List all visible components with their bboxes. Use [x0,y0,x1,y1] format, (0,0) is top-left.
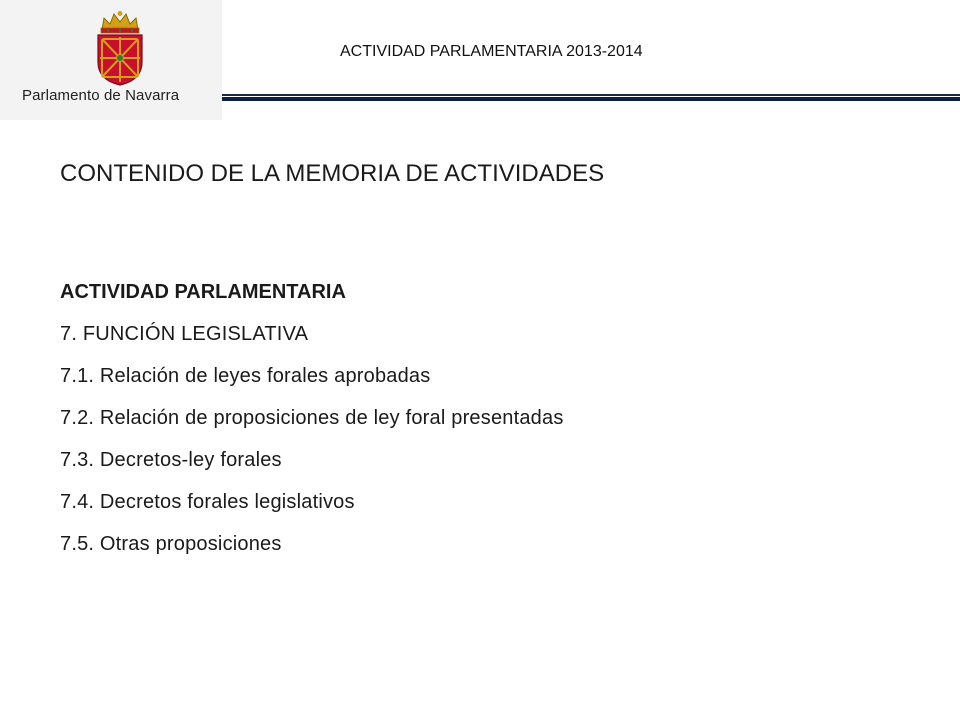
logo-text: Parlamento de Navarra [22,87,180,104]
header-divider-thick [222,97,960,101]
list-item: 7.3. Decretos-ley forales [60,449,282,471]
list-item: 7.1. Relación de leyes forales aprobadas [60,365,431,387]
content-heading: ACTIVIDAD PARLAMENTARIA [60,281,346,303]
header-divider [222,94,960,103]
header-divider-thin [222,94,960,96]
list-item: 7.5. Otras proposiciones [60,533,282,555]
logo-block [0,0,222,120]
navarra-coat-of-arms-icon [90,10,150,86]
list-item: 7.4. Decretos forales legislativos [60,491,355,513]
header-title: ACTIVIDAD PARLAMENTARIA 2013-2014 [340,43,643,60]
section-title: CONTENIDO DE LA MEMORIA DE ACTIVIDADES [60,160,605,187]
content-list [60,278,564,558]
list-item: 7. FUNCIÓN LEGISLATIVA [60,323,309,345]
list-item: 7.2. Relación de proposiciones de ley foral presentadas [60,407,564,429]
